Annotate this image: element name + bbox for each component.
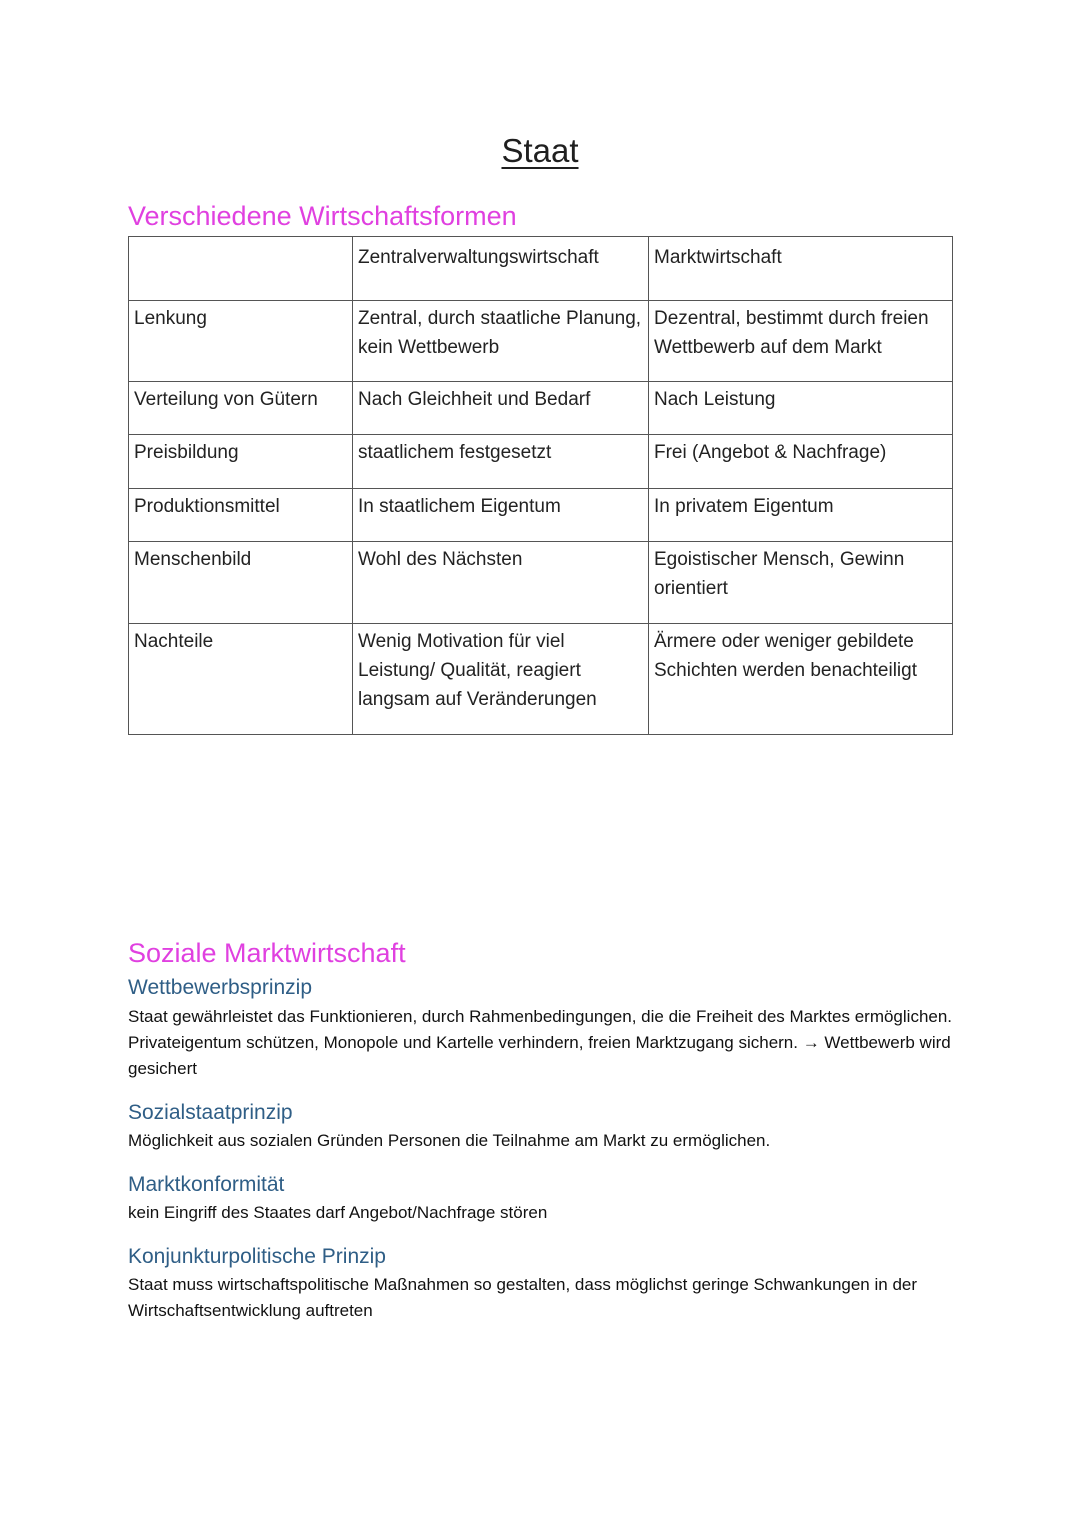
section-heading-soziale-marktwirtschaft: Soziale Marktwirtschaft	[128, 938, 406, 968]
table-cell: Egoistischer Mensch, Gewinn orientiert	[649, 542, 953, 624]
comparison-table	[128, 236, 953, 735]
subheading-sozialstaatprinzip: Sozialstaatprinzip	[128, 1101, 293, 1124]
table-cell: staatlichem festgesetzt	[353, 435, 649, 489]
page-title	[0, 128, 1080, 174]
table-cell: In privatem Eigentum	[649, 489, 953, 542]
table-row-label: Produktionsmittel	[129, 489, 353, 542]
subheading-marktkonformitaet: Marktkonformität	[128, 1173, 285, 1196]
table-cell: Frei (Angebot & Nachfrage)	[649, 435, 953, 489]
table-cell: In staatlichem Eigentum	[353, 489, 649, 542]
table-cell: Dezentral, bestimmt durch freien Wettbewerb auf dem Markt	[649, 301, 953, 382]
page-title-text: Staat	[501, 132, 579, 169]
table-row	[129, 542, 953, 624]
paragraph-marktkonformitaet: kein Eingriff des Staates darf Angebot/Nachfrage stören	[128, 1203, 548, 1222]
subheading-konjunkturpolitische-prinzip: Konjunkturpolitische Prinzip	[128, 1245, 386, 1268]
table-row-label: Lenkung	[129, 301, 353, 382]
table-row	[129, 489, 953, 542]
paragraph-konjunkturpolitische-prinzip: Staat muss wirtschaftspolitische Maßnahmen so gestalten, dass möglichst geringe Schwankungen in der Wirtschaftsentwicklung auftreten	[128, 1275, 918, 1320]
table-row-label: Verteilung von Gütern	[129, 382, 353, 435]
table-row-label: Nachteile	[129, 624, 353, 735]
table-row	[129, 382, 953, 435]
table-cell: Nach Gleichheit und Bedarf	[353, 382, 649, 435]
table-header-row	[129, 237, 953, 301]
table-header-cell: Zentralverwaltungswirtschaft	[353, 237, 649, 301]
table-header-cell: Marktwirtschaft	[649, 237, 953, 301]
table-cell: Wohl des Nächsten	[353, 542, 649, 624]
table-cell: Ärmere oder weniger gebildete Schichten werden benachteiligt	[649, 624, 953, 735]
table-row-label: Preisbildung	[129, 435, 353, 489]
table-cell: Wenig Motivation für viel Leistung/ Qualität, reagiert langsam auf Veränderungen	[353, 624, 649, 735]
table-row	[129, 624, 953, 735]
table-header-cell	[129, 237, 353, 301]
subheading-wettbewerbsprinzip: Wettbewerbsprinzip	[128, 976, 313, 999]
table-cell: Nach Leistung	[649, 382, 953, 435]
paragraph-wettbewerbsprinzip: Staat gewährleistet das Funktionieren, durch Rahmenbedingungen, die die Freiheit des Marktes ermöglichen. Privateigentum schützen, Monopole und Kartelle verhindern, freien Marktzugang sichern. → Wettbewerb wird gesichert	[128, 1007, 953, 1078]
table-cell: Zentral, durch staatliche Planung, kein Wettbewerb	[353, 301, 649, 382]
paragraph-sozialstaatprinzip: Möglichkeit aus sozialen Gründen Personen die Teilnahme am Markt zu ermöglichen.	[128, 1131, 771, 1150]
table-row	[129, 435, 953, 489]
table-row	[129, 301, 953, 382]
section-heading-wirtschaftsformen: Verschiedene Wirtschaftsformen	[128, 201, 517, 231]
table-row-label: Menschenbild	[129, 542, 353, 624]
